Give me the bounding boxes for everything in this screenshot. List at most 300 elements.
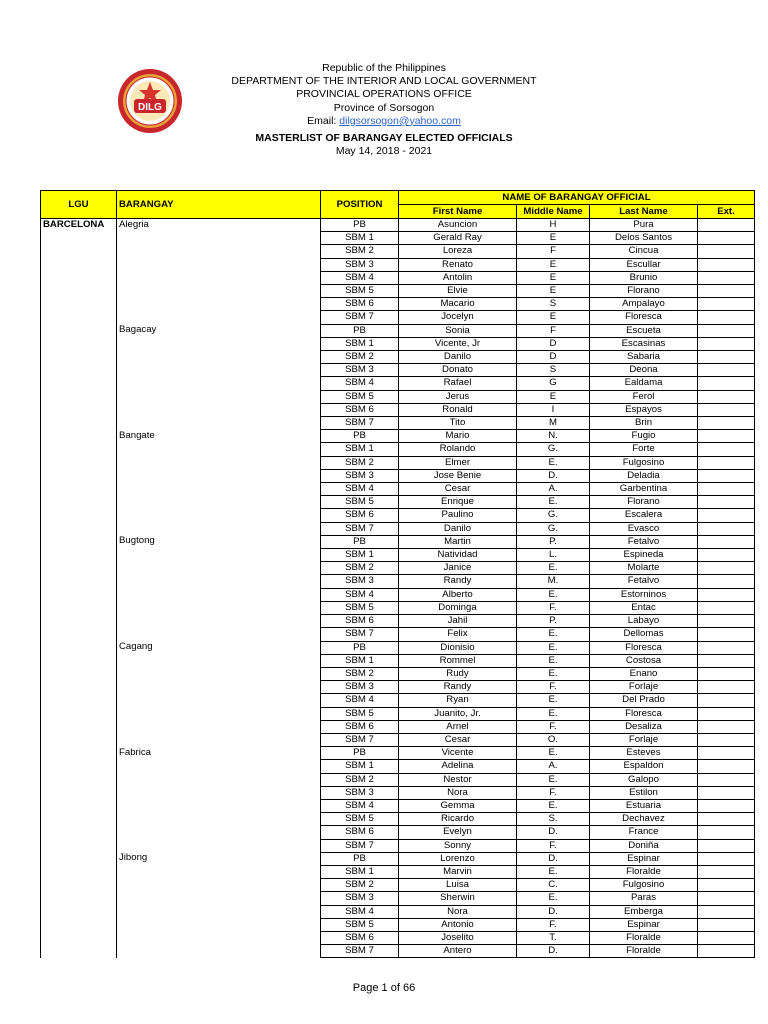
logo-text: DILG: [138, 102, 162, 113]
ext-cell: [698, 469, 755, 482]
ext-cell: [698, 667, 755, 680]
first-name-cell: Paulino: [399, 509, 517, 522]
last-name-cell: Costosa: [590, 654, 698, 667]
first-name-cell: Rommel: [399, 654, 517, 667]
middle-name-cell: H: [517, 219, 590, 232]
last-name-cell: Fetalvo: [590, 575, 698, 588]
middle-name-cell: L.: [517, 549, 590, 562]
first-name-cell: Dionisio: [399, 641, 517, 654]
position-cell: SBM 6: [321, 509, 399, 522]
first-name-cell: Antolin: [399, 271, 517, 284]
first-name-cell: Gemma: [399, 799, 517, 812]
middle-name-cell: I: [517, 403, 590, 416]
first-name-cell: Randy: [399, 575, 517, 588]
first-name-cell: Juanito, Jr.: [399, 707, 517, 720]
middle-name-cell: M: [517, 417, 590, 430]
first-name-cell: Marvin: [399, 865, 517, 878]
last-name-cell: Espayos: [590, 403, 698, 416]
barangay-cell: Bangate: [117, 430, 321, 536]
barangay-cell: Cagang: [117, 641, 321, 747]
position-cell: SBM 1: [321, 337, 399, 350]
table-row: [41, 535, 755, 548]
ext-cell: [698, 549, 755, 562]
position-cell: SBM 3: [321, 892, 399, 905]
barangay-cell: Jibong: [117, 852, 321, 958]
middle-name-cell: F.: [517, 601, 590, 614]
ext-cell: [698, 509, 755, 522]
middle-name-cell: E.: [517, 747, 590, 760]
position-cell: SBM 4: [321, 377, 399, 390]
middle-name-cell: D.: [517, 905, 590, 918]
middle-name-cell: E: [517, 285, 590, 298]
position-cell: SBM 6: [321, 403, 399, 416]
middle-name-cell: E.: [517, 694, 590, 707]
last-name-cell: Entac: [590, 601, 698, 614]
position-cell: SBM 2: [321, 879, 399, 892]
last-name-cell: Paras: [590, 892, 698, 905]
ext-cell: [698, 694, 755, 707]
ext-cell: [698, 496, 755, 509]
first-name-cell: Randy: [399, 681, 517, 694]
middle-name-cell: E.: [517, 773, 590, 786]
last-name-cell: Escullar: [590, 258, 698, 271]
first-name-cell: Rolando: [399, 443, 517, 456]
ext-cell: [698, 219, 755, 232]
first-name-cell: Ryan: [399, 694, 517, 707]
position-cell: PB: [321, 430, 399, 443]
last-name-cell: Espaldon: [590, 760, 698, 773]
position-cell: SBM 5: [321, 813, 399, 826]
last-name-cell: Espineda: [590, 549, 698, 562]
ext-cell: [698, 852, 755, 865]
ext-cell: [698, 760, 755, 773]
last-name-cell: Fulgosino: [590, 879, 698, 892]
position-cell: SBM 4: [321, 905, 399, 918]
ext-cell: [698, 430, 755, 443]
position-cell: SBM 2: [321, 245, 399, 258]
position-cell: SBM 6: [321, 298, 399, 311]
middle-name-cell: P.: [517, 535, 590, 548]
ext-cell: [698, 681, 755, 694]
ext-cell: [698, 786, 755, 799]
position-cell: SBM 7: [321, 945, 399, 958]
first-name-cell: Elvie: [399, 285, 517, 298]
first-name-cell: Ricardo: [399, 813, 517, 826]
middle-name-cell: N.: [517, 430, 590, 443]
ext-cell: [698, 931, 755, 944]
middle-name-cell: D: [517, 351, 590, 364]
position-cell: PB: [321, 324, 399, 337]
ext-cell: [698, 337, 755, 350]
position-cell: SBM 6: [321, 720, 399, 733]
position-cell: SBM 1: [321, 760, 399, 773]
header-line-republic: Republic of the Philippines: [322, 62, 446, 74]
last-name-cell: Estorninos: [590, 588, 698, 601]
first-name-cell: Luisa: [399, 879, 517, 892]
middle-name-cell: E.: [517, 641, 590, 654]
position-cell: SBM 2: [321, 562, 399, 575]
middle-name-cell: O.: [517, 733, 590, 746]
position-cell: SBM 1: [321, 654, 399, 667]
position-cell: SBM 5: [321, 601, 399, 614]
ext-cell: [698, 562, 755, 575]
position-cell: SBM 5: [321, 285, 399, 298]
last-name-cell: Fugio: [590, 430, 698, 443]
header-line-province: Province of Sorsogon: [333, 101, 435, 114]
col-header-position: POSITION: [321, 191, 399, 219]
middle-name-cell: E: [517, 390, 590, 403]
ext-cell: [698, 918, 755, 931]
last-name-cell: Garbentina: [590, 483, 698, 496]
ext-cell: [698, 522, 755, 535]
position-cell: PB: [321, 219, 399, 232]
last-name-cell: Brunio: [590, 271, 698, 284]
last-name-cell: Forlaje: [590, 681, 698, 694]
last-name-cell: Florano: [590, 496, 698, 509]
position-cell: SBM 6: [321, 931, 399, 944]
ext-cell: [698, 601, 755, 614]
first-name-cell: Elmer: [399, 456, 517, 469]
first-name-cell: Nestor: [399, 773, 517, 786]
middle-name-cell: S: [517, 298, 590, 311]
middle-name-cell: E.: [517, 865, 590, 878]
middle-name-cell: E.: [517, 628, 590, 641]
position-cell: SBM 5: [321, 390, 399, 403]
first-name-cell: Jerus: [399, 390, 517, 403]
ext-cell: [698, 258, 755, 271]
middle-name-cell: D.: [517, 945, 590, 958]
first-name-cell: Donato: [399, 364, 517, 377]
ext-cell: [698, 285, 755, 298]
header-email-line: [0, 115, 768, 128]
position-cell: SBM 7: [321, 522, 399, 535]
ext-cell: [698, 403, 755, 416]
ext-cell: [698, 298, 755, 311]
last-name-cell: Floralde: [590, 931, 698, 944]
middle-name-cell: E.: [517, 562, 590, 575]
first-name-cell: Renato: [399, 258, 517, 271]
barangay-cell: Bagacay: [117, 324, 321, 430]
barangay-cell: Bugtong: [117, 535, 321, 641]
ext-cell: [698, 271, 755, 284]
middle-name-cell: E: [517, 258, 590, 271]
last-name-cell: Fetalvo: [590, 535, 698, 548]
last-name-cell: Floresca: [590, 641, 698, 654]
col-header-ext: Ext.: [698, 205, 755, 219]
position-cell: SBM 4: [321, 271, 399, 284]
ext-cell: [698, 773, 755, 786]
ext-cell: [698, 245, 755, 258]
first-name-cell: Joselito: [399, 931, 517, 944]
position-cell: SBM 2: [321, 667, 399, 680]
middle-name-cell: D.: [517, 826, 590, 839]
position-cell: PB: [321, 747, 399, 760]
last-name-cell: Floralde: [590, 865, 698, 878]
last-name-cell: Escalera: [590, 509, 698, 522]
first-name-cell: Jahil: [399, 615, 517, 628]
ext-cell: [698, 390, 755, 403]
last-name-cell: Delos Santos: [590, 232, 698, 245]
header-line-department: DEPARTMENT OF THE INTERIOR AND LOCAL GOVERNMENT: [231, 75, 537, 88]
middle-name-cell: E: [517, 311, 590, 324]
ext-cell: [698, 733, 755, 746]
officials-table-body: [41, 219, 755, 958]
middle-name-cell: F.: [517, 786, 590, 799]
position-cell: SBM 3: [321, 469, 399, 482]
last-name-cell: Forlaje: [590, 733, 698, 746]
middle-name-cell: E.: [517, 707, 590, 720]
position-cell: SBM 6: [321, 615, 399, 628]
position-cell: SBM 5: [321, 918, 399, 931]
last-name-cell: Galopo: [590, 773, 698, 786]
barangay-cell: Alegria: [117, 219, 321, 325]
last-name-cell: Evasco: [590, 522, 698, 535]
last-name-cell: Escueta: [590, 324, 698, 337]
first-name-cell: Sonny: [399, 839, 517, 852]
first-name-cell: Vicente: [399, 747, 517, 760]
ext-cell: [698, 377, 755, 390]
lgu-cell: BARCELONA: [41, 219, 117, 958]
middle-name-cell: G.: [517, 509, 590, 522]
ext-cell: [698, 747, 755, 760]
position-cell: PB: [321, 641, 399, 654]
first-name-cell: Janice: [399, 562, 517, 575]
first-name-cell: Antero: [399, 945, 517, 958]
ext-cell: [698, 826, 755, 839]
page-number: Page 1 of 66: [352, 982, 416, 994]
last-name-cell: Esteves: [590, 747, 698, 760]
middle-name-cell: G: [517, 377, 590, 390]
last-name-cell: Ealdama: [590, 377, 698, 390]
position-cell: SBM 7: [321, 628, 399, 641]
ext-cell: [698, 839, 755, 852]
position-cell: SBM 1: [321, 549, 399, 562]
first-name-cell: Dominga: [399, 601, 517, 614]
email-link[interactable]: dilgsorsogon@yahoo.com: [339, 114, 461, 127]
barangay-cell: Fabrica: [117, 747, 321, 853]
middle-name-cell: T.: [517, 931, 590, 944]
last-name-cell: Emberga: [590, 905, 698, 918]
first-name-cell: Cesar: [399, 733, 517, 746]
middle-name-cell: M.: [517, 575, 590, 588]
header-line-office: PROVINCIAL OPERATIONS OFFICE: [296, 88, 472, 101]
table-row: [41, 430, 755, 443]
first-name-cell: Arnel: [399, 720, 517, 733]
col-header-official-group: NAME OF BARANGAY OFFICIAL: [399, 191, 755, 205]
middle-name-cell: E.: [517, 892, 590, 905]
middle-name-cell: F: [517, 245, 590, 258]
last-name-cell: Deona: [590, 364, 698, 377]
ext-cell: [698, 232, 755, 245]
first-name-cell: Cesar: [399, 483, 517, 496]
position-cell: SBM 7: [321, 839, 399, 852]
middle-name-cell: G.: [517, 443, 590, 456]
last-name-cell: Floresca: [590, 707, 698, 720]
last-name-cell: Enano: [590, 667, 698, 680]
position-cell: SBM 7: [321, 311, 399, 324]
position-cell: SBM 4: [321, 799, 399, 812]
col-header-first-name: First Name: [399, 205, 517, 219]
last-name-cell: Floresca: [590, 311, 698, 324]
middle-name-cell: F.: [517, 918, 590, 931]
position-cell: SBM 3: [321, 258, 399, 271]
middle-name-cell: F.: [517, 720, 590, 733]
position-cell: PB: [321, 852, 399, 865]
middle-name-cell: E.: [517, 588, 590, 601]
position-cell: SBM 5: [321, 707, 399, 720]
last-name-cell: Dechavez: [590, 813, 698, 826]
ext-cell: [698, 628, 755, 641]
first-name-cell: Gerald Ray: [399, 232, 517, 245]
first-name-cell: Adelina: [399, 760, 517, 773]
middle-name-cell: E.: [517, 799, 590, 812]
first-name-cell: Martin: [399, 535, 517, 548]
last-name-cell: Ampalayo: [590, 298, 698, 311]
middle-name-cell: F: [517, 324, 590, 337]
first-name-cell: Sonia: [399, 324, 517, 337]
first-name-cell: Vicente, Jr: [399, 337, 517, 350]
position-cell: SBM 3: [321, 786, 399, 799]
last-name-cell: Espinar: [590, 852, 698, 865]
first-name-cell: Felix: [399, 628, 517, 641]
middle-name-cell: C.: [517, 879, 590, 892]
middle-name-cell: E.: [517, 654, 590, 667]
position-cell: SBM 2: [321, 773, 399, 786]
last-name-cell: Estuaria: [590, 799, 698, 812]
last-name-cell: Brin: [590, 417, 698, 430]
first-name-cell: Evelyn: [399, 826, 517, 839]
table-row: [41, 219, 755, 232]
first-name-cell: Danilo: [399, 351, 517, 364]
position-cell: SBM 7: [321, 733, 399, 746]
first-name-cell: Nora: [399, 786, 517, 799]
ext-cell: [698, 364, 755, 377]
ext-cell: [698, 351, 755, 364]
ext-cell: [698, 311, 755, 324]
middle-name-cell: S.: [517, 813, 590, 826]
officials-table: [40, 190, 755, 958]
position-cell: PB: [321, 535, 399, 548]
ext-cell: [698, 865, 755, 878]
position-cell: SBM 6: [321, 826, 399, 839]
last-name-cell: Ferol: [590, 390, 698, 403]
position-cell: SBM 4: [321, 483, 399, 496]
last-name-cell: Desaliza: [590, 720, 698, 733]
first-name-cell: Mario: [399, 430, 517, 443]
first-name-cell: Asuncion: [399, 219, 517, 232]
last-name-cell: Doniña: [590, 839, 698, 852]
first-name-cell: Jose Benie: [399, 469, 517, 482]
document-period: May 14, 2018 - 2021: [335, 145, 433, 158]
ext-cell: [698, 535, 755, 548]
first-name-cell: Macario: [399, 298, 517, 311]
last-name-cell: Deladia: [590, 469, 698, 482]
table-row: [41, 852, 755, 865]
first-name-cell: Loreza: [399, 245, 517, 258]
first-name-cell: Natividad: [399, 549, 517, 562]
first-name-cell: Alberto: [399, 588, 517, 601]
ext-cell: [698, 720, 755, 733]
ext-cell: [698, 483, 755, 496]
ext-cell: [698, 799, 755, 812]
middle-name-cell: G.: [517, 522, 590, 535]
last-name-cell: Escasinas: [590, 337, 698, 350]
middle-name-cell: F.: [517, 681, 590, 694]
first-name-cell: Enrique: [399, 496, 517, 509]
last-name-cell: Cincua: [590, 245, 698, 258]
middle-name-cell: D: [517, 337, 590, 350]
col-header-last-name: Last Name: [590, 205, 698, 219]
first-name-cell: Antonio: [399, 918, 517, 931]
ext-cell: [698, 588, 755, 601]
position-cell: SBM 3: [321, 364, 399, 377]
ext-cell: [698, 654, 755, 667]
position-cell: SBM 5: [321, 496, 399, 509]
last-name-cell: Fulgosino: [590, 456, 698, 469]
last-name-cell: Estilon: [590, 786, 698, 799]
first-name-cell: Lorenzo: [399, 852, 517, 865]
middle-name-cell: E: [517, 232, 590, 245]
last-name-cell: France: [590, 826, 698, 839]
position-cell: SBM 2: [321, 456, 399, 469]
col-header-middle-name: Middle Name: [517, 205, 590, 219]
ext-cell: [698, 945, 755, 958]
middle-name-cell: P.: [517, 615, 590, 628]
document-title: MASTERLIST OF BARANGAY ELECTED OFFICIALS: [255, 132, 513, 145]
first-name-cell: Sherwin: [399, 892, 517, 905]
last-name-cell: Forte: [590, 443, 698, 456]
position-cell: SBM 1: [321, 865, 399, 878]
ext-cell: [698, 456, 755, 469]
first-name-cell: Danilo: [399, 522, 517, 535]
last-name-cell: Del Prado: [590, 694, 698, 707]
position-cell: SBM 4: [321, 694, 399, 707]
last-name-cell: Florano: [590, 285, 698, 298]
middle-name-cell: A.: [517, 760, 590, 773]
position-cell: SBM 1: [321, 443, 399, 456]
ext-cell: [698, 813, 755, 826]
position-cell: SBM 3: [321, 681, 399, 694]
ext-cell: [698, 324, 755, 337]
first-name-cell: Rafael: [399, 377, 517, 390]
position-cell: SBM 2: [321, 351, 399, 364]
last-name-cell: Espinar: [590, 918, 698, 931]
middle-name-cell: F.: [517, 839, 590, 852]
middle-name-cell: E: [517, 271, 590, 284]
ext-cell: [698, 443, 755, 456]
ext-cell: [698, 892, 755, 905]
table-row: [41, 324, 755, 337]
first-name-cell: Jocelyn: [399, 311, 517, 324]
table-row: [41, 641, 755, 654]
middle-name-cell: D.: [517, 852, 590, 865]
col-header-lgu: LGU: [41, 191, 117, 219]
position-cell: SBM 1: [321, 232, 399, 245]
middle-name-cell: E.: [517, 456, 590, 469]
table-row: [41, 747, 755, 760]
ext-cell: [698, 615, 755, 628]
ext-cell: [698, 879, 755, 892]
email-label: Email:: [307, 114, 337, 127]
ext-cell: [698, 707, 755, 720]
document-header: [0, 62, 768, 158]
ext-cell: [698, 417, 755, 430]
last-name-cell: Pura: [590, 219, 698, 232]
first-name-cell: Ronald: [399, 403, 517, 416]
last-name-cell: Floralde: [590, 945, 698, 958]
position-cell: SBM 3: [321, 575, 399, 588]
last-name-cell: Labayo: [590, 615, 698, 628]
